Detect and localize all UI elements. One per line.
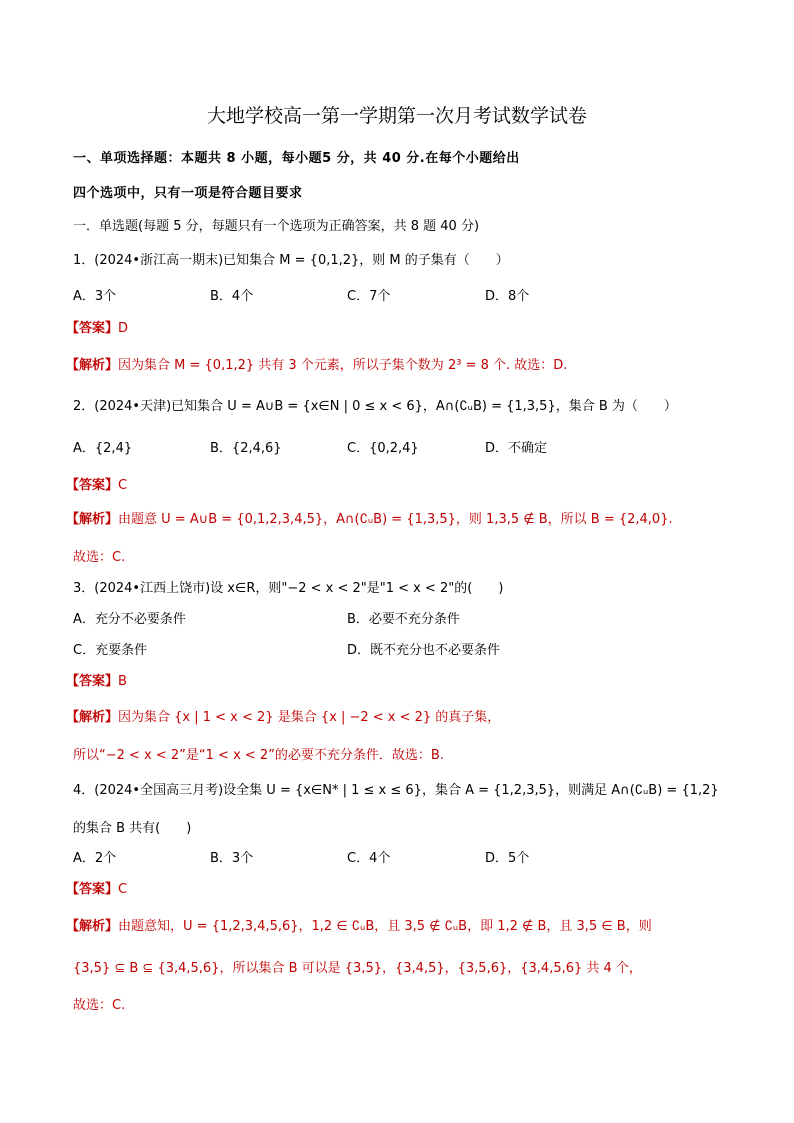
q4-analysis-line2: {3,5} ⊆ B ⊆ {3,4,5,6}，所以集合 B 可以是 {3,5}，{3,4,5}，{3,5,6}，{3,4,5,6} 共 4 个， (73, 961, 642, 976)
q3-option-c: C．充要条件 (73, 643, 148, 658)
q4-option-a: A．2个 (73, 851, 117, 866)
q1-answer (66, 320, 128, 338)
q4-option-d: D．5个 (485, 851, 530, 866)
question-4-stem-cont: 的集合 B 共有( ) (73, 821, 192, 836)
q4-analysis-text: 由题意知，U = {1,2,3,4,5,6}，1,2 ∈ ∁ᵤB，且 3,5 ∉ ∁ᵤB，即 1,2 ∉ B，且 3,5 ∈ B，则 (118, 919, 652, 934)
answer-label: 【答案】 (66, 478, 119, 493)
q2-option-a: A．{2,4} (73, 441, 133, 456)
sub-heading: 一．单选题(每题 5 分，每题只有一个选项为正确答案，共 8 题 40 分) (73, 219, 480, 234)
answer-label: 【答案】 (66, 882, 119, 897)
analysis-label: 【解析】 (66, 919, 119, 934)
question-3-stem: 3．(2024•江西上饶市)设 x∈R，则"−2 < x < 2"是"1 < x < 2"的( ) (73, 581, 504, 596)
q1-option-b: B．4个 (210, 289, 254, 304)
q4-answer-value: C (118, 882, 128, 897)
section-heading-line1: 一、单项选择题：本题共 8 小题，每小题5 分，共 40 分.在每个小题给出 (73, 151, 520, 166)
q3-answer (66, 673, 127, 691)
q2-analysis-cont: 故选：C. (73, 550, 126, 565)
analysis-label: 【解析】 (66, 710, 119, 725)
q2-answer-value: C (118, 478, 128, 493)
q1-answer-value: D (118, 321, 129, 336)
q2-analysis (66, 511, 673, 529)
q1-option-d: D．8个 (485, 289, 530, 304)
q4-option-c: C．4个 (347, 851, 391, 866)
q1-analysis-text: 因为集合 M = {0,1,2} 共有 3 个元素，所以子集个数为 2³ = 8 个. 故选：D. (118, 358, 568, 373)
q2-option-d: D．不确定 (485, 441, 548, 456)
q4-analysis (66, 918, 652, 936)
analysis-label: 【解析】 (66, 512, 119, 527)
q4-option-b: B．3个 (210, 851, 254, 866)
answer-label: 【答案】 (66, 674, 119, 689)
q4-analysis-line3: 故选：C. (73, 998, 126, 1013)
question-4-stem: 4．(2024•全国高三月考)设全集 U = {x∈N* | 1 ≤ x ≤ 6}，集合 A = {1,2,3,5}，则满足 A∩(∁ᵤB) = {1,2} (73, 783, 719, 798)
q3-option-a: A．充分不必要条件 (73, 612, 186, 627)
q2-analysis-text: 由题意 U = A∪B = {0,1,2,3,4,5}，A∩(∁ᵤB) = {1,3,5}，则 1,3,5 ∉ B，所以 B = {2,4,0}. (118, 512, 673, 527)
answer-label: 【答案】 (66, 321, 119, 336)
q3-option-b: B．必要不充分条件 (347, 612, 460, 627)
question-1-stem: 1．(2024•浙江高一期末)已知集合 M = {0,1,2}，则 M 的子集有（ ） (73, 253, 509, 268)
q3-answer-value: B (118, 674, 127, 689)
q3-analysis-text: 因为集合 {x | 1 < x < 2} 是集合 {x | −2 < x < 2} 的真子集， (118, 710, 501, 725)
q1-option-c: C．7个 (347, 289, 391, 304)
q1-analysis (66, 357, 567, 375)
q2-option-c: C．{0,2,4} (347, 441, 419, 456)
analysis-label: 【解析】 (66, 358, 119, 373)
q3-analysis (66, 709, 500, 727)
q3-option-d: D．既不充分也不必要条件 (347, 643, 501, 658)
q3-analysis-cont: 所以“−2 < x < 2”是“1 < x < 2”的必要不充分条件．故选：B. (73, 748, 444, 763)
section-heading-line2: 四个选项中，只有一项是符合题目要求 (73, 186, 303, 201)
q2-option-b: B．{2,4,6} (210, 441, 282, 456)
page-title: 大地学校高一第一学期第一次月考试数学试卷 (206, 105, 587, 127)
q4-answer (66, 881, 127, 899)
question-2-stem: 2．(2024•天津)已知集合 U = A∪B = {x∈N | 0 ≤ x < 6}，A∩(∁ᵤB) = {1,3,5}，集合 B 为（ ） (73, 399, 677, 414)
q2-answer (66, 477, 127, 495)
q1-option-a: A．3个 (73, 289, 117, 304)
